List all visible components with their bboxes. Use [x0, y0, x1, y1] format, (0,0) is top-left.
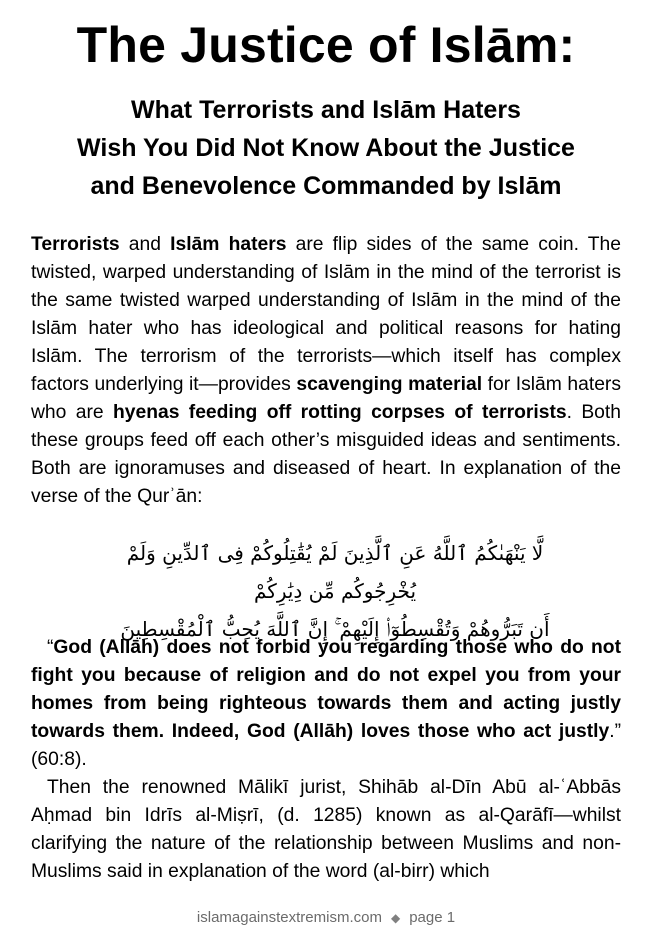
text-run: . Both these groups feed off each other’s misguided ideas and sentiments. Both are ignoramuses and diseased of heart. In explanation of the verse of the Qurʾān:	[31, 402, 621, 507]
text-run: for Islām haters who are	[31, 374, 621, 423]
diamond-separator-icon: ◆	[390, 911, 401, 925]
second-paragraph: Then the renowned Mālikī jurist, Shihāb al-Dīn Abū al-ʿAbbās Aḥmad bin Idrīs al-Miṣrī, (d. 1285) known as al-Qarāfī—whilst clarifying the nature of the relationship between Muslims and non-Muslims said in explanation of the word (al-birr) which	[31, 777, 621, 882]
quote-open-mark: “	[47, 637, 54, 658]
page-title: The Justice of Islām:	[76, 17, 576, 73]
intro-paragraph	[31, 231, 621, 511]
verse-translation	[31, 634, 621, 774]
bold-phrase-terrorists: Terrorists	[31, 234, 120, 255]
subtitle-line-1: What Terrorists and Islām Haters	[131, 96, 521, 124]
subtitle-line-3: and Benevolence Commanded by Islām	[90, 172, 562, 200]
footer-website: islamagainstextremism.com	[196, 909, 382, 926]
bold-phrase-islam-haters: Islām haters	[170, 234, 287, 255]
page-footer	[0, 908, 652, 928]
verse-translation-text: God (Allāh) does not forbid you regarding those who do not fight you because of religion and do not expel you from your homes from being righteous towards them and acting justly towards them. Indeed, God (Allāh) loves those who act justly	[31, 637, 621, 742]
paragraph-text	[31, 231, 621, 511]
bold-phrase-scavenging-material: scavenging material	[296, 374, 483, 395]
arabic-verse	[100, 534, 570, 648]
arabic-verse-line-2: أَن تَبَرُّوهُمْ وَتُقْسِطُوٓا۟ إِلَيْهِمْ ۚ إِنَّ ٱللَّهَ يُحِبُّ ٱلْمُقْسِطِينَ	[120, 617, 550, 641]
verse-reference: .” (60:8).	[31, 721, 621, 770]
text-run: are flip sides of the same coin. The twisted, warped understanding of Islām in the mind of the terrorist is the same twisted warped understanding of Islām in the mind of the Islām hater who has ideological and political reasons for hating Islām. The terrorism of the terrorists—which itself has complex factors underlying it—provides	[31, 234, 621, 395]
bold-phrase-hyenas: hyenas feeding off rotting corpses of terrorists	[112, 402, 567, 423]
page-number: page 1	[409, 909, 456, 926]
subtitle-line-2: Wish You Did Not Know About the Justice	[77, 134, 575, 162]
text-run: and	[119, 234, 171, 255]
arabic-verse-line-1: لَّا يَنْهَىٰكُمُ ٱللَّهُ عَنِ ٱلَّذِينَ لَمْ يُقَٰتِلُوكُمْ فِى ٱلدِّينِ وَلَمْ يُخْرِجُوكُم مِّن دِيَٰرِكُمْ	[126, 541, 544, 603]
quote-section	[31, 634, 621, 886]
page-subtitle	[0, 91, 652, 205]
